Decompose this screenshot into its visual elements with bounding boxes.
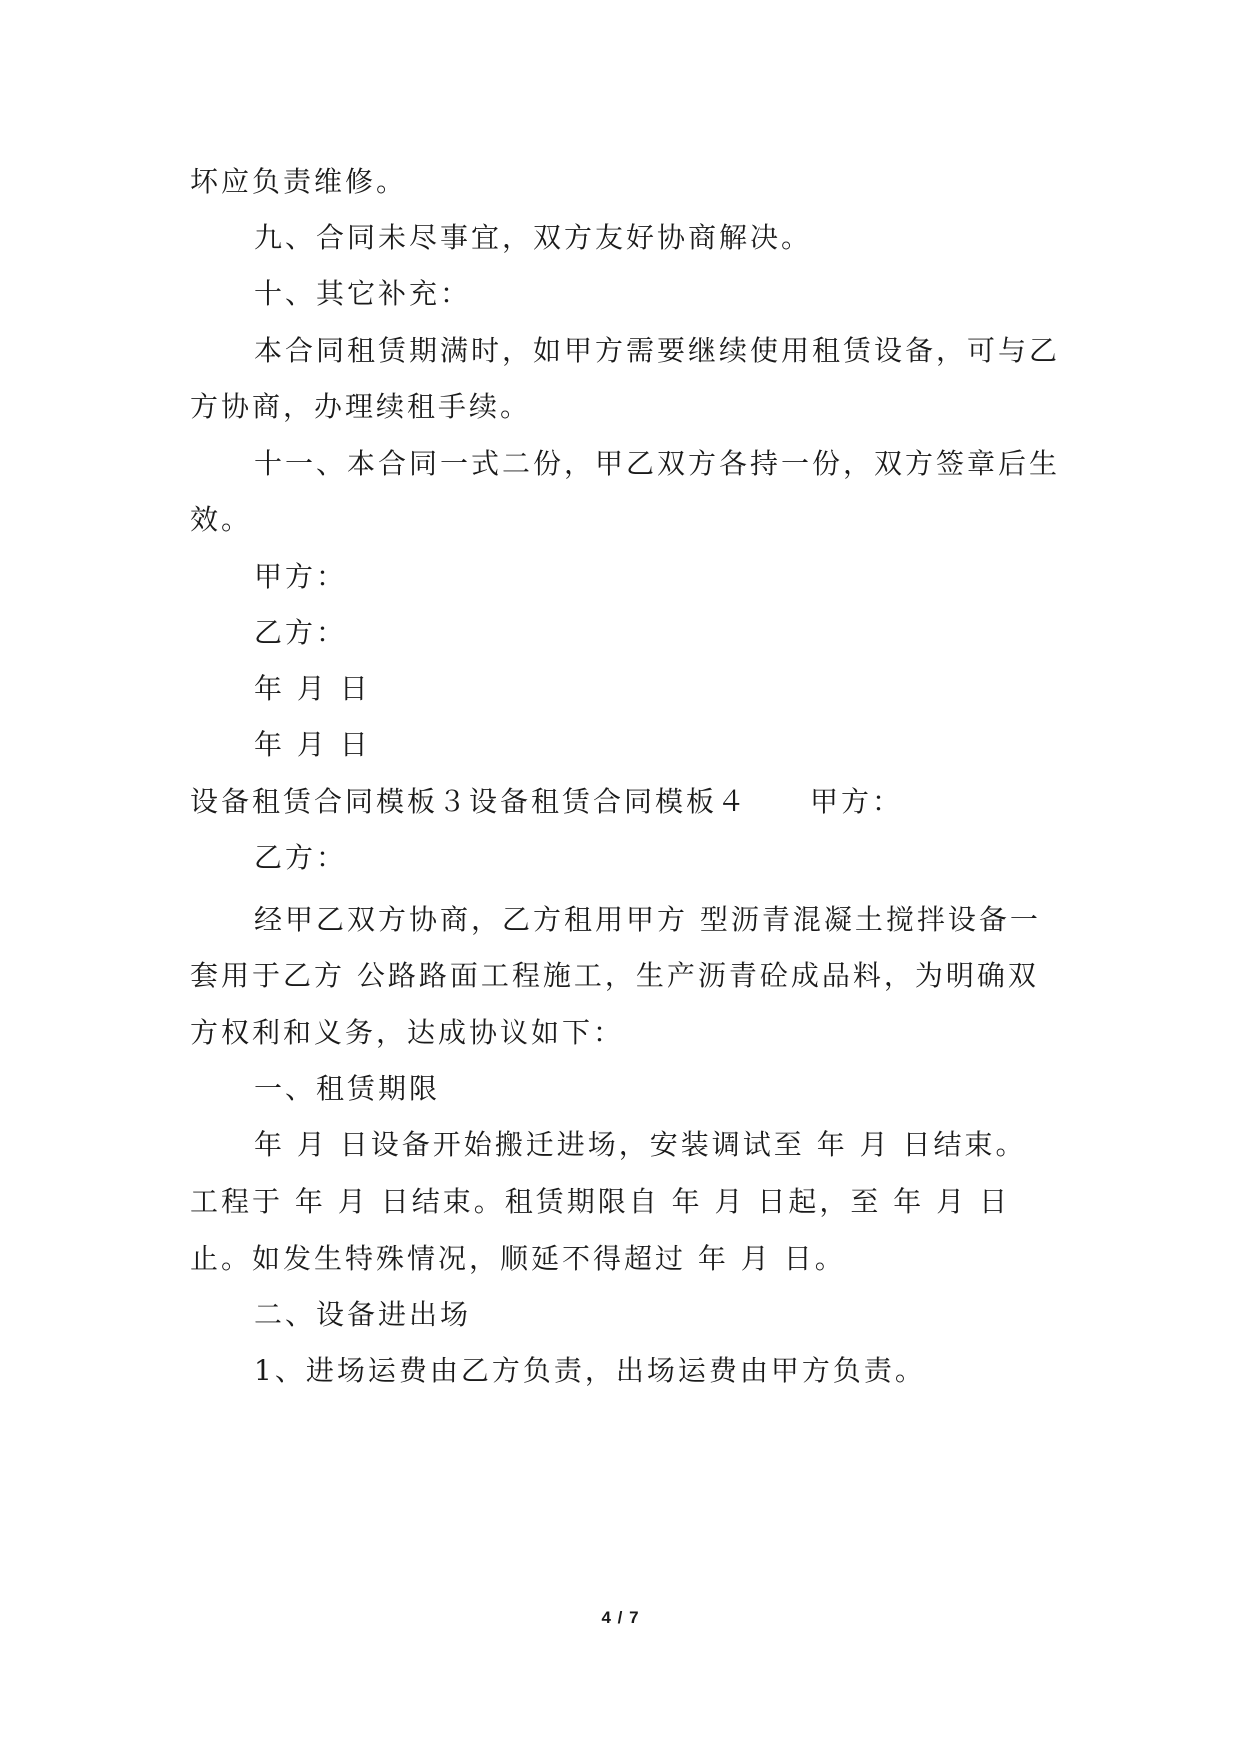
- text-line: 坏应负责维修。: [190, 165, 408, 198]
- text-line: 乙方：: [254, 616, 348, 649]
- text-line: 年 月 日: [254, 672, 371, 705]
- text-line: 效。: [190, 503, 253, 536]
- page-number: 4 / 7: [601, 1608, 640, 1627]
- text-line: 乙方：: [254, 841, 348, 874]
- text-line: 年 月 日设备开始搬迁进场，安装调试至 年 月 日结束。: [254, 1128, 1027, 1161]
- text-line: 方协商，办理续租手续。: [190, 390, 532, 423]
- text-line: 设备租赁合同模板３设备租赁合同模板４ 甲方：: [190, 785, 904, 818]
- text-line: 二、设备进出场: [254, 1298, 472, 1331]
- text-line: 工程于 年 月 日结束。租赁期限自 年 月 日起，至 年 月 日: [190, 1185, 1011, 1218]
- text-line: 套用于乙方 公路路面工程施工，生产沥青砼成品料，为明确双: [190, 959, 1039, 992]
- text-line: 本合同租赁期满时，如甲方需要继续使用租赁设备，可与乙: [254, 334, 1061, 367]
- text-line: 十一、本合同一式二份，甲乙双方各持一份，双方签章后生: [254, 447, 1061, 480]
- text-line: 年 月 日: [254, 728, 371, 761]
- text-line: 九、合同未尽事宜，双方友好协商解决。: [254, 221, 813, 254]
- text-line: 1、进场运费由乙方负责，出场运费由甲方负责。: [254, 1354, 926, 1387]
- text-line: 经甲乙双方协商，乙方租用甲方 型沥青混凝土搅拌设备一: [254, 903, 1041, 936]
- text-line: 十、其它补充：: [254, 277, 472, 310]
- text-line: 方权利和义务，达成协议如下：: [190, 1016, 625, 1049]
- text-line: 止。如发生特殊情况，顺延不得超过 年 月 日。: [190, 1242, 846, 1275]
- text-line: 一、租赁期限: [254, 1072, 441, 1105]
- text-line: 甲方：: [254, 560, 348, 593]
